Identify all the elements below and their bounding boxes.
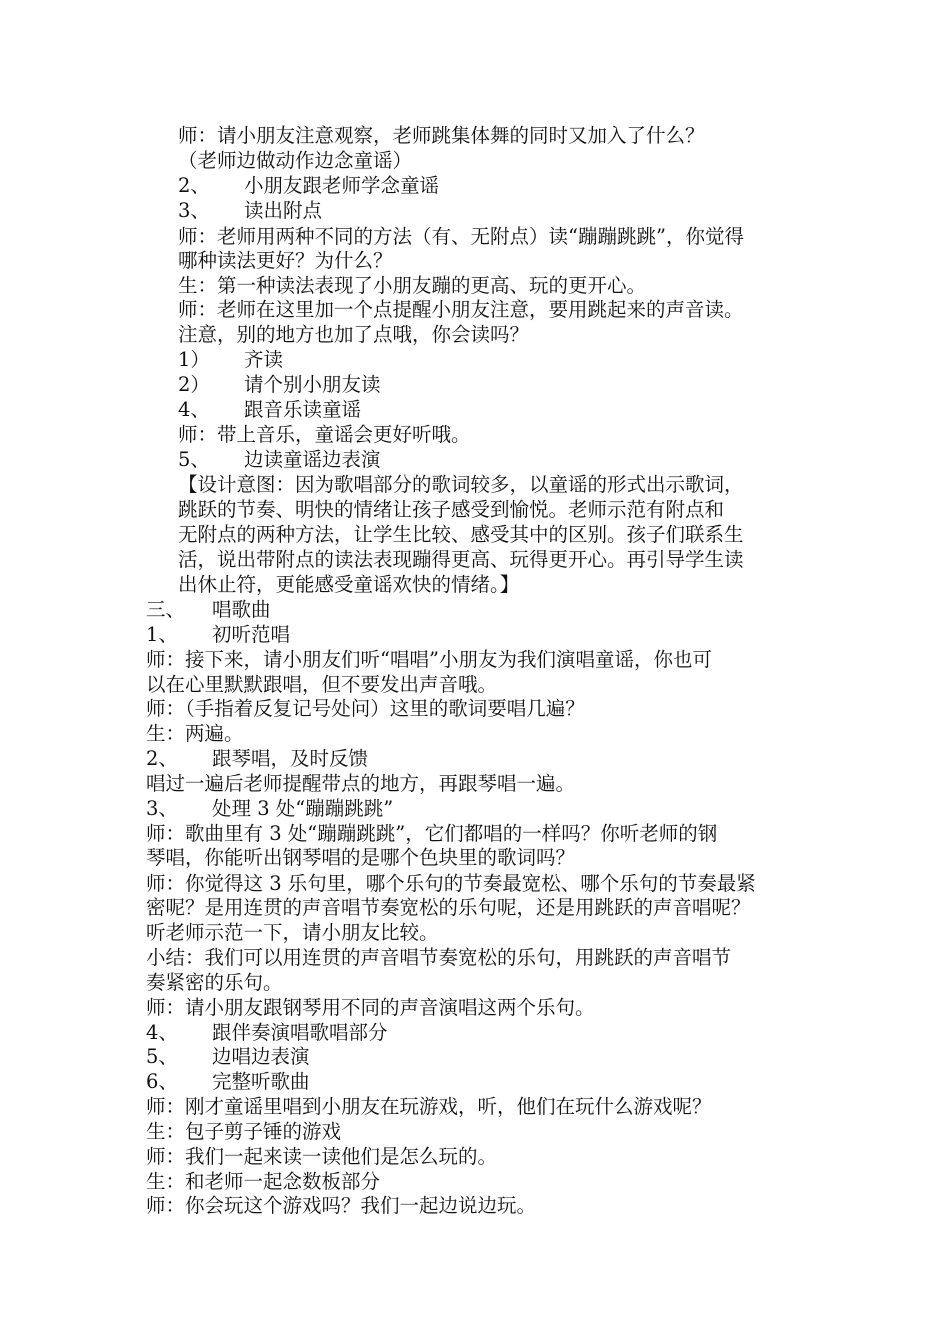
list-item: [146, 1021, 388, 1046]
paragraph-line: 师：老师用两种不同的方法（有、无附点）读“蹦蹦跳跳”，你觉得: [178, 225, 744, 248]
paragraph-line: 以在心里默默跟唱，但不要发出声音哦。: [146, 673, 498, 696]
paragraph-line: 小结：我们可以用连贯的声音唱节奏宽松的乐句，用跳跃的声音唱节: [146, 946, 732, 969]
section-number: 三、: [146, 598, 186, 621]
paragraph-line: 哪种读法更好？为什么？: [178, 249, 393, 272]
paragraph-line: 听老师示范一下，请小朋友比较。: [146, 921, 439, 944]
list-text: 边读童谣边表演: [244, 448, 381, 471]
list-number: 2、: [178, 174, 210, 197]
paragraph-line: 师：老师在这里加一个点提醒小朋友注意，要用跳起来的声音读。: [178, 298, 744, 321]
list-text: 初听范唱: [212, 623, 291, 646]
paragraph-line: 生：第一种读法表现了小朋友蹦的更高、玩的更开心。: [178, 274, 647, 297]
list-item: [178, 174, 439, 199]
paragraph-line: （老师边做动作边念童谣）: [178, 149, 413, 172]
list-item: [146, 1070, 310, 1095]
design-intent-line: 活，说出带附点的读法表现蹦得更高、玩得更开心。再引导学生读: [178, 548, 744, 571]
list-text: 跟琴唱，及时反馈: [212, 747, 369, 770]
list-text: 处理 3 处“蹦蹦跳跳”: [212, 797, 394, 820]
list-item: [178, 348, 283, 373]
list-text: 请个别小朋友读: [244, 373, 381, 396]
paragraph-line: 生：包子剪子锤的游戏: [146, 1120, 342, 1143]
paragraph-line: 师：刚才童谣里唱到小朋友在玩游戏，听，他们在玩什么游戏呢？: [146, 1095, 712, 1118]
list-item: [178, 398, 361, 423]
list-number: 4、: [146, 1021, 178, 1044]
list-number: 6、: [146, 1070, 178, 1093]
list-number: 2）: [178, 373, 210, 396]
paragraph-line: 师：请小朋友注意观察，老师跳集体舞的同时又加入了什么？: [178, 124, 705, 147]
list-item: [146, 623, 290, 648]
list-number: 3、: [178, 199, 210, 222]
section-heading: [146, 598, 271, 623]
paragraph-line: 师：你会玩这个游戏吗？我们一起边说边玩。: [146, 1194, 537, 1217]
paragraph-line: 师：你觉得这 3 乐句里，哪个乐句的节奏最宽松、哪个乐句的节奏最紧: [146, 872, 756, 895]
list-number: 5、: [178, 448, 210, 471]
list-text: 边唱边表演: [212, 1045, 310, 1068]
paragraph-line: 琴唱，你能听出钢琴唱的是哪个色块里的歌词吗？: [146, 846, 576, 869]
paragraph-line: 生：和老师一起念数板部分: [146, 1170, 381, 1193]
list-number: 2、: [146, 747, 178, 770]
paragraph-line: 奏紧密的乐句。: [146, 971, 283, 994]
list-number: 4、: [178, 398, 210, 421]
paragraph-line: 密呢？是用连贯的声音唱节奏宽松的乐句呢，还是用跳跃的声音唱呢？: [146, 896, 751, 919]
paragraph-line: 师：歌曲里有 3 处“蹦蹦跳跳”，它们都唱的一样吗？你听老师的钢: [146, 822, 718, 845]
list-number: 5、: [146, 1045, 178, 1068]
paragraph-line: 生：两遍。: [146, 722, 244, 745]
paragraph-line: 师：接下来，请小朋友们听“唱唱”小朋友为我们演唱童谣，你也可: [146, 648, 712, 671]
list-item: [146, 797, 393, 822]
list-item: [146, 747, 368, 772]
list-item: [178, 373, 381, 398]
design-intent-line: 出休止符，更能感受童谣欢快的情绪。】: [178, 573, 520, 596]
list-text: 齐读: [244, 348, 284, 371]
list-text: 跟伴奏演唱歌唱部分: [212, 1021, 388, 1044]
list-number: 1、: [146, 623, 178, 646]
paragraph-line: 师：我们一起来读一读他们是怎么玩的。: [146, 1145, 498, 1168]
list-text: 完整听歌曲: [212, 1070, 310, 1093]
paragraph-line: 师：请小朋友跟钢琴用不同的声音演唱这两个乐句。: [146, 996, 595, 1019]
paragraph-line: 唱过一遍后老师提醒带点的地方，再跟琴唱一遍。: [146, 772, 576, 795]
design-intent-line: 无附点的两种方法，让学生比较、感受其中的区别。孩子们联系生: [178, 523, 744, 546]
list-text: 读出附点: [244, 199, 323, 222]
list-item: [178, 448, 381, 473]
design-intent-line: 【设计意图：因为歌唱部分的歌词较多，以童谣的形式出示歌词，: [178, 473, 744, 496]
section-title: 唱歌曲: [212, 598, 271, 621]
paragraph-line: 注意，别的地方也加了点哦，你会读吗？: [178, 323, 530, 346]
list-text: 跟音乐读童谣: [244, 398, 362, 421]
list-number: 3、: [146, 797, 178, 820]
design-intent-line: 跳跃的节奏、明快的情绪让孩子感受到愉悦。老师示范有附点和: [178, 498, 725, 521]
list-number: 1）: [178, 348, 210, 371]
list-item: [178, 199, 322, 224]
paragraph-line: 师：带上音乐，童谣会更好听哦。: [178, 423, 471, 446]
list-text: 小朋友跟老师学念童谣: [244, 174, 440, 197]
list-item: [146, 1045, 310, 1070]
paragraph-line: 师：（手指着反复记号处问）这里的歌词要唱几遍？: [146, 697, 585, 720]
